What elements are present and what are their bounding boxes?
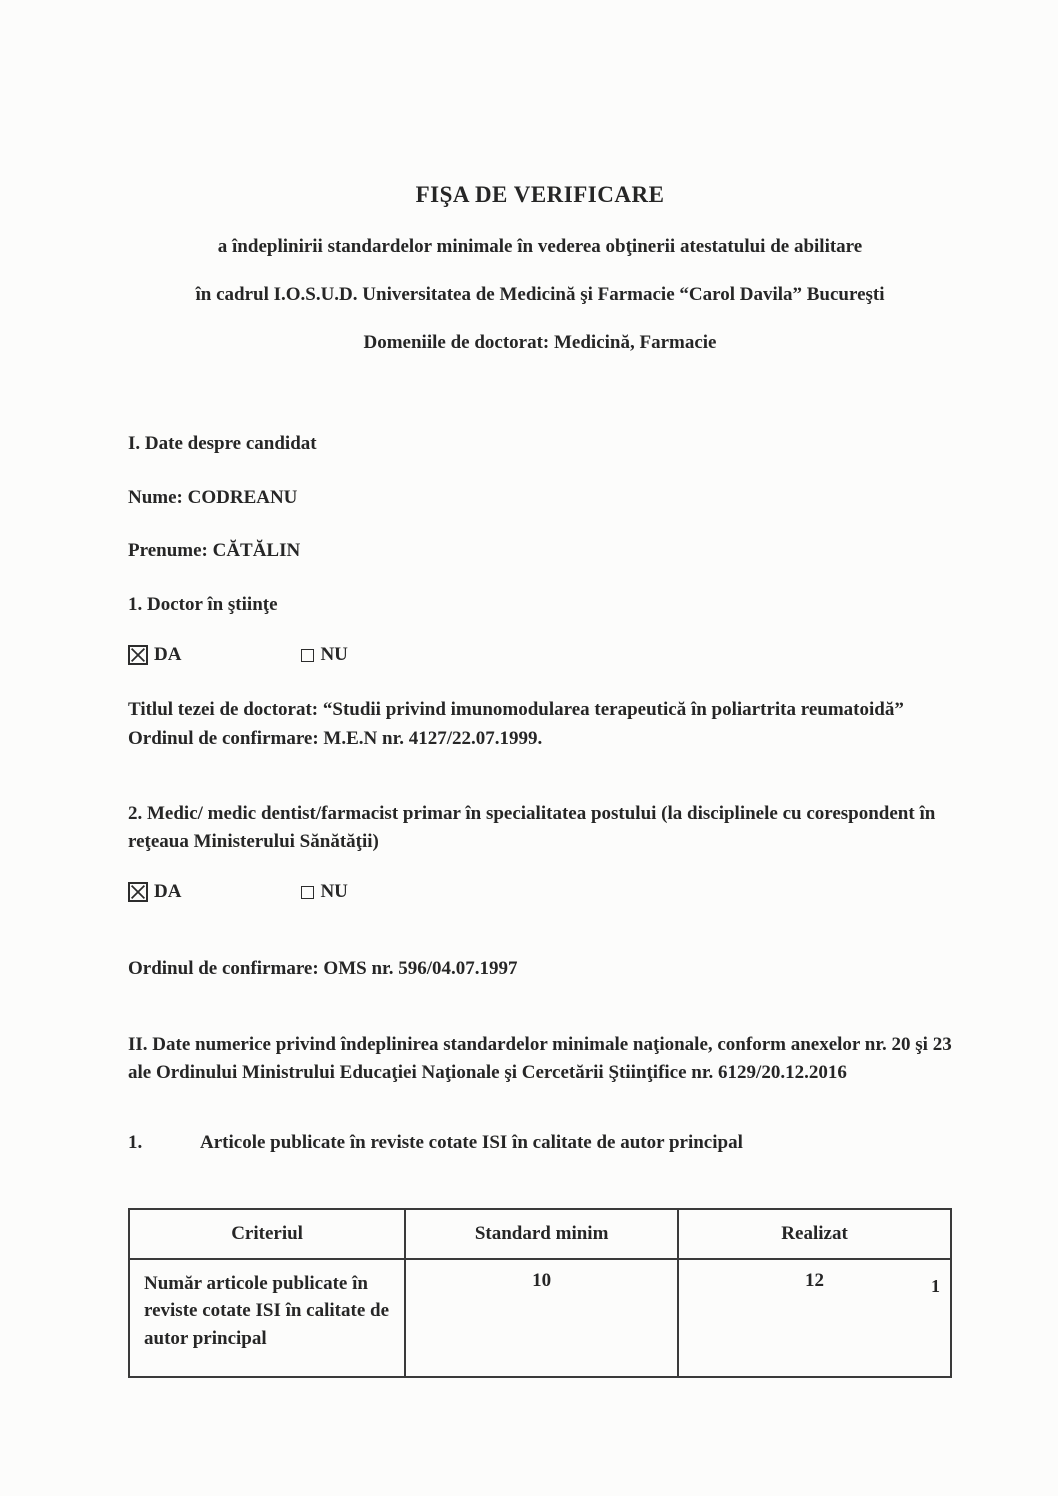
thesis-confirmation-line: Ordinul de confirmare: M.E.N nr. 4127/22.07.1999. <box>128 727 543 749</box>
q2-nu-label: NU <box>320 881 348 903</box>
question1-option-da <box>128 644 181 666</box>
candidate-last-name: Nume: CODREANU <box>128 486 298 508</box>
q2-da-label: DA <box>154 881 182 903</box>
subtitle-line-2: în cadrul I.O.S.U.D. Universitatea de Medicină şi Farmacie “Carol Davila” Bucureşti <box>195 284 885 305</box>
candidate-first-name: Prenume: CĂTĂLIN <box>128 540 301 562</box>
checkbox-x-mark-icon <box>130 647 146 663</box>
question2-option-da <box>128 881 181 903</box>
criteria-table <box>128 1208 952 1378</box>
item-text: Articole publicate în reviste cotate ISI în calitate de autor principal <box>200 1131 743 1153</box>
q1-nu-checkbox-empty[interactable] <box>301 649 314 662</box>
q1-da-checkbox-checked[interactable] <box>128 645 148 665</box>
spacer <box>128 380 952 430</box>
subtitle-line-3: Domeniile de doctorat: Medicină, Farmacie <box>363 332 717 353</box>
column-header-standard-minim: Standard minim <box>405 1209 678 1259</box>
question1-label: 1. Doctor în ştiinţe <box>128 593 278 615</box>
thesis-title-line: Titlul tezei de doctorat: “Studii privind imunomodularea terapeutică în poliartrita reumatoidă” <box>128 699 904 721</box>
q2-da-checkbox-checked[interactable] <box>128 882 148 902</box>
spacer <box>128 1009 952 1031</box>
realizat-cell: 12 <box>678 1259 951 1377</box>
spacer <box>128 933 952 955</box>
q1-nu-label: NU <box>320 644 348 666</box>
item-number: 1. <box>128 1131 143 1153</box>
spacer <box>128 778 952 800</box>
question2-answer-row <box>128 881 952 903</box>
question2-option-nu <box>301 881 347 903</box>
question2-confirmation-line: Ordinul de confirmare: OMS nr. 596/04.07.1997 <box>128 958 518 980</box>
q2-nu-checkbox-empty[interactable] <box>301 886 314 899</box>
page-number: 1 <box>931 1276 940 1296</box>
section2-item-1 <box>128 1132 952 1154</box>
criterion-cell: Număr articole publicate în reviste cotate ISI în calitate de autor principal <box>129 1259 405 1377</box>
column-header-realizat: Realizat <box>678 1209 951 1259</box>
section1-heading: I. Date despre candidat <box>128 433 317 454</box>
subtitle-line-1: a îndeplinirii standardelor minimale în vederea obţinerii atestatului de abilitare <box>217 236 863 257</box>
table-row <box>129 1259 951 1377</box>
question1-answer-row <box>128 644 952 666</box>
checkbox-x-mark-icon <box>130 884 146 900</box>
question1-option-nu <box>301 644 347 666</box>
document-title: FIŞA DE VERIFICARE <box>415 182 665 207</box>
q1-da-label: DA <box>154 644 182 666</box>
table-header-row <box>129 1209 951 1259</box>
column-header-criteriul: Criteriul <box>129 1209 405 1259</box>
section2-heading: II. Date numerice privind îndeplinirea standardelor minimale naţionale, conform anexelor nr. 20 şi 23 ale Ordinului Ministrului Educaţiei Naţionale şi Cercetării Ştiinţifice nr. 6129/20.12.2016 <box>128 1033 952 1084</box>
question2-label: 2. Medic/ medic dentist/farmacist primar în specialitatea postului (la disciplinele cu corespondent în reţeaua Ministerului Sănătăţii) <box>128 803 936 852</box>
standard-min-cell: 10 <box>405 1259 678 1377</box>
